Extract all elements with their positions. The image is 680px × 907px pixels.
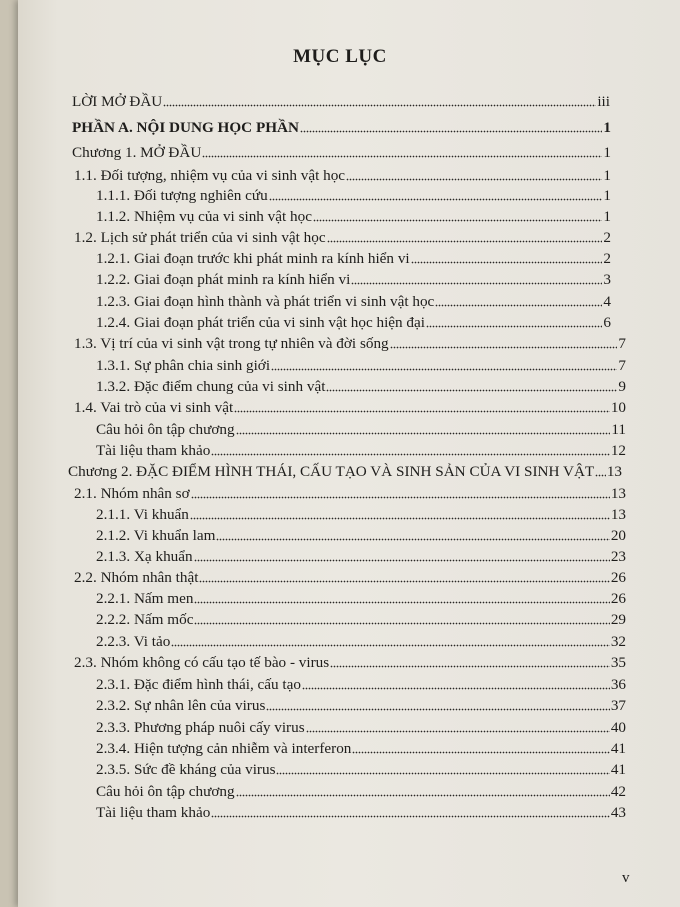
dot-leader [202,155,602,158]
toc-entry [72,92,610,112]
toc-entry-label: Chương 1. MỞ ĐẦU [72,144,202,161]
toc-entry-page: 40 [610,719,626,736]
toc-entry [96,589,626,609]
dot-leader [236,794,610,797]
toc-entry-page: 20 [610,527,626,544]
toc-entry-page: 37 [610,697,626,714]
toc-entry [72,118,611,138]
dot-leader [211,453,610,456]
dot-leader [276,772,609,775]
toc-entry-label: 2.3.2. Sự nhân lên của virus [96,697,266,714]
toc-entry [74,484,626,504]
dot-leader [194,601,609,604]
toc-entry [96,632,626,652]
toc-entry [96,356,626,376]
dot-leader [269,198,603,201]
toc-entry-label: LỜI MỞ ĐẦU [72,93,163,110]
toc-entry [96,547,626,567]
dot-leader [234,410,610,413]
toc-entry-page: 1 [603,144,611,161]
toc-entry-label: Tài liệu tham khảo [96,442,211,459]
toc-entry [96,207,611,227]
toc-entry-page: 35 [610,654,626,671]
toc-entry-page: 12 [610,442,626,459]
toc-entry-page: 29 [610,611,626,628]
toc-entry [68,462,622,482]
toc-entry [96,377,626,397]
toc-entry [96,420,626,440]
toc-entry [96,249,611,269]
toc-entry-label: 2.2.3. Vi tảo [96,633,171,650]
toc-entry-label: 1.1.2. Nhiệm vụ của vi sinh vật học [96,208,312,225]
toc-entry [74,166,611,186]
toc-entry-label: 1.2. Lịch sử phát triển của vi sinh vật học [74,229,326,246]
toc-entry [96,186,611,206]
toc-entry-page: 26 [610,569,626,586]
toc-entry [96,270,611,290]
toc-entry-page: 1 [603,119,611,136]
toc-entry-page: 36 [610,676,626,693]
toc-entry-page: 4 [603,293,611,310]
toc-entry [74,653,626,673]
toc-entry-label: 2.1. Nhóm nhân sơ [74,485,190,502]
toc-entry [96,803,626,823]
toc-entry-label: 1.2.2. Giai đoạn phát minh ra kính hiển vi [96,271,351,288]
toc-entry-label: Câu hỏi ôn tập chương [96,783,235,800]
dot-leader [313,219,602,222]
dot-leader [426,325,602,328]
toc-entry [96,313,611,333]
dot-leader [190,517,610,520]
dot-leader [163,104,596,107]
toc-entry-label: 1.2.1. Giai đoạn trước khi phát minh ra kính hiển vi [96,250,410,267]
toc-entry [96,441,626,461]
toc-entry-page: 10 [610,399,626,416]
dot-leader [306,730,610,733]
dot-leader [300,130,602,133]
toc-entry-label: Tài liệu tham khảo [96,804,211,821]
toc-entry-label: 1.1. Đối tượng, nhiệm vụ của vi sinh vật học [74,167,346,184]
toc-entry [74,228,611,248]
toc-entry-label: 1.3.1. Sự phân chia sinh giới [96,357,271,374]
toc-entry-page: 13 [610,506,626,523]
toc-entry [74,398,626,418]
toc-entry-page: 9 [618,378,626,395]
toc-entry-label: Chương 2. ĐẶC ĐIỂM HÌNH THÁI, CẤU TẠO VÀ SINH SẢN CỦA VI SINH VẬT [68,463,595,480]
toc-entry-label: 1.3.2. Đặc điểm chung của vi sinh vật [96,378,326,395]
dot-leader [266,708,609,711]
dot-leader [236,432,611,435]
toc-entry-page: 6 [603,314,611,331]
toc-entry-page: 32 [610,633,626,650]
toc-entry [96,760,626,780]
toc-entry-label: 2.1.3. Xạ khuẩn [96,548,193,565]
toc-entry-label: 2.2.2. Nấm mốc [96,611,194,628]
toc-entry-page: 7 [618,357,626,374]
toc-entry [74,334,626,354]
toc-entry-label: 1.4. Vai trò của vi sinh vật [74,399,234,416]
toc-entry-label: 1.2.4. Giai đoạn phát triển của vi sinh vật học hiện đại [96,314,425,331]
toc-entry [96,696,626,716]
page-title: MỤC LỤC [293,46,387,67]
toc-entry [96,675,626,695]
dot-leader [302,687,610,690]
toc-entry-label: 2.2. Nhóm nhân thật [74,569,199,586]
toc-entry-page: iii [597,93,610,110]
dot-leader [595,474,606,477]
dot-leader [171,644,609,647]
toc-entry [96,526,626,546]
toc-entry-page: 1 [603,167,611,184]
toc-entry-page: 1 [603,187,611,204]
toc-entry-page: 1 [603,208,611,225]
toc-entry-label: Câu hỏi ôn tập chương [96,421,235,438]
toc-entry-label: 2.3.4. Hiện tượng cản nhiễm và interferon [96,740,352,757]
dot-leader [352,751,609,754]
dot-leader [327,240,603,243]
dot-leader [191,496,610,499]
dot-leader [326,389,617,392]
dot-leader [390,346,618,349]
toc-entry-page: 3 [603,271,611,288]
toc-entry-label: 2.3.3. Phương pháp nuôi cấy virus [96,719,305,736]
toc-entry-page: 23 [610,548,626,565]
toc-entry-page: 42 [610,783,626,800]
dot-leader [411,261,603,264]
toc-entry-page: 43 [610,804,626,821]
toc-entry-page: 7 [618,335,626,352]
dot-leader [435,304,602,307]
toc-entry-label: 2.3.5. Sức đề kháng của virus [96,761,276,778]
toc-entry [96,610,626,630]
page-number: v [622,870,630,886]
toc-entry-label: 2.3. Nhóm không có cấu tạo tế bào - virus [74,654,330,671]
toc-entry-page: 13 [606,463,622,480]
dot-leader [194,622,609,625]
toc-entry-page: 11 [611,421,626,438]
toc-entry-label: 1.3. Vị trí của vi sinh vật trong tự nhiên và đời sống [74,335,389,352]
dot-leader [194,559,610,562]
toc-entry-page: 41 [610,740,626,757]
toc-entry-page: 2 [603,250,611,267]
toc-entry-label: PHẦN A. NỘI DUNG HỌC PHẦN [72,119,299,136]
toc-entry [96,782,626,802]
toc-entry-label: 2.1.1. Vi khuẩn [96,506,189,523]
toc-entry-page: 13 [610,485,626,502]
toc-entry-label: 1.2.3. Giai đoạn hình thành và phát triển vi sinh vật học [96,293,435,310]
dot-leader [216,538,609,541]
toc-entry-label: 1.1.1. Đối tượng nghiên cứu [96,187,268,204]
dot-leader [346,178,602,181]
dot-leader [199,580,609,583]
toc-entry-page: 41 [610,761,626,778]
toc-entry [74,568,626,588]
dot-leader [271,368,617,371]
toc-entry [96,505,626,525]
toc-entry-page: 2 [603,229,611,246]
toc-entry [96,739,626,759]
toc-entry-label: 2.3.1. Đặc điểm hình thái, cấu tạo [96,676,301,693]
toc-entry-label: 2.2.1. Nấm men [96,590,194,607]
toc-entry [96,292,611,312]
toc-entry-label: 2.1.2. Vi khuẩn lam [96,527,216,544]
dot-leader [351,282,602,285]
toc-entry [72,143,611,163]
dot-leader [211,815,610,818]
dot-leader [330,665,610,668]
toc-entry-page: 26 [610,590,626,607]
toc-entry [96,718,626,738]
